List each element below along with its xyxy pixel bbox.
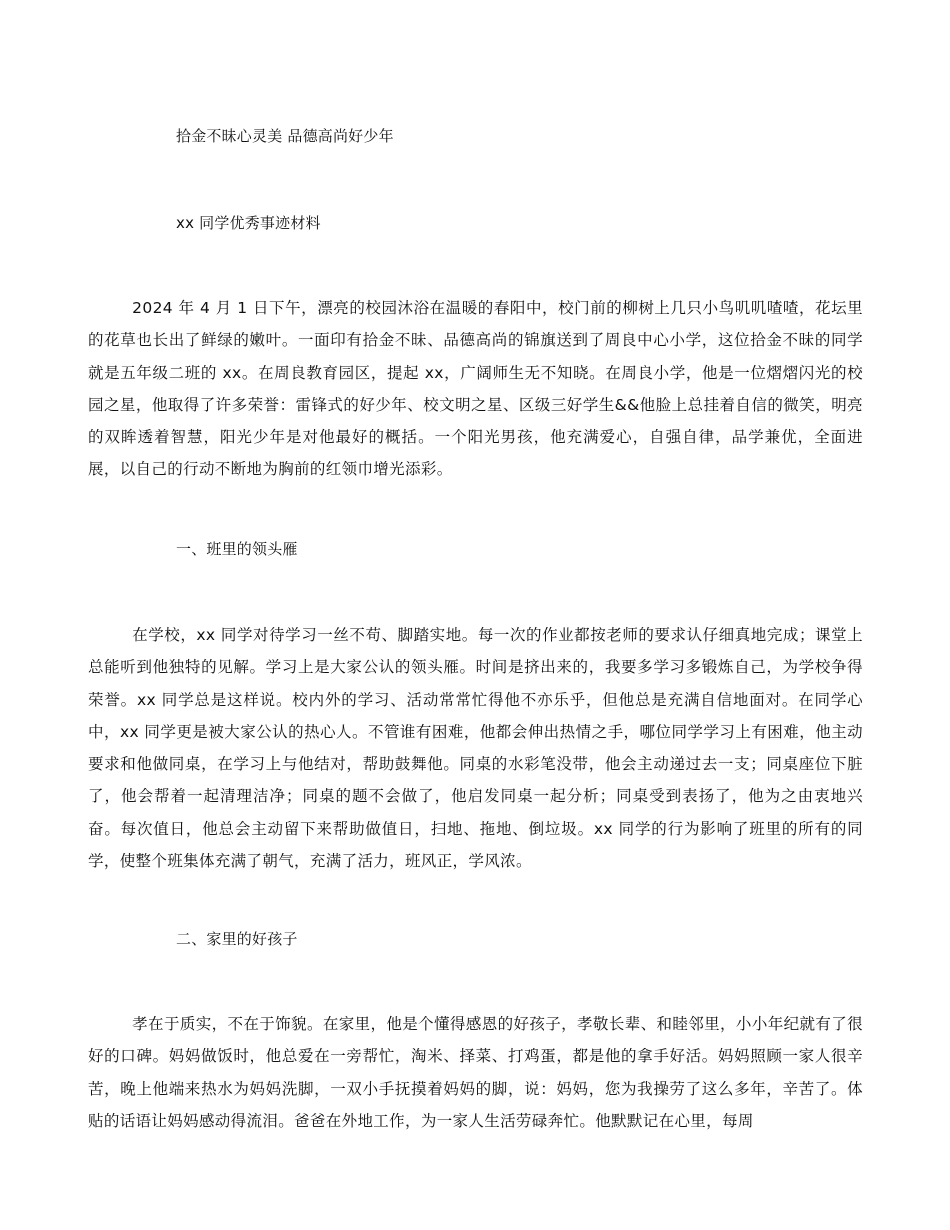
document-subtitle: xx 同学优秀事迹材料	[176, 214, 321, 232]
document-title: 拾金不昧心灵美 品德高尚好少年	[176, 127, 394, 145]
section-heading-2: 二、家里的好孩子	[176, 930, 298, 948]
section-body-2: 孝在于质实，不在于饰貌。在家里，他是个懂得感恩的好孩子，孝敬长辈、和睦邻里，小小年纪就有了很好的口碑。妈妈做饭时，他总爱在一旁帮忙，淘米、择菜、打鸡蛋，都是他的拿手好活。妈妈照顾一家人很辛苦，晚上他端来热水为妈妈洗脚，一双小手抚摸着妈妈的脚，说：妈妈，您为我操劳了这么多年，辛苦了。体贴的话语让妈妈感动得流泪。爸爸在外地工作，为一家人生活劳碌奔忙。他默默记在心里，每周	[88, 1015, 863, 1130]
section-heading-1: 一、班里的领头雁	[176, 540, 298, 558]
section-body-1: 在学校，xx 同学对待学习一丝不苟、脚踏实地。每一次的作业都按老师的要求认仔细真地完成；课堂上总能听到他独特的见解。学习上是大家公认的领头雁。时间是挤出来的，我要多学习多锻炼自己，为学校争得荣誉。xx 同学总是这样说。校内外的学习、活动常常忙得他不亦乐乎，但他总是充满自信地面对。在同学心中，xx 同学更是被大家公认的热心人。不管谁有困难，他都会伸出热情之手，哪位同学学习上有困难，他主动要求和他做同桌，在学习上与他结对，帮助鼓舞他。同桌的水彩笔没带，他会主动递过去一支；同桌座位下脏了，他会帮着一起清理洁净；同桌的题不会做了，他启发同桌一起分析；同桌受到表扬了，他为之由衷地兴奋。每次值日，他总会主动留下来帮助做值日，扫地、拖地、倒垃圾。xx 同学的行为影响了班里的所有的同学，使整个班集体充满了朝气，充满了活力，班风正，学风浓。	[88, 626, 863, 871]
intro-paragraph: 2024 年 4 月 1 日下午，漂亮的校园沐浴在温暖的春阳中，校门前的柳树上几只小鸟叽叽喳喳，花坛里的花草也长出了鲜绿的嫩叶。一面印有拾金不昧、品德高尚的锦旗送到了周良中心小学，这位拾金不昧的同学就是五年级二班的 xx。在周良教育园区，提起 xx，广阔师生无不知晓。在周良小学，他是一位熠熠闪光的校园之星，他取得了许多荣誉：雷锋式的好少年、校文明之星、区级三好学生&&他脸上总挂着自信的微笑，明亮的双眸透着智慧，阳光少年是对他最好的概括。一个阳光男孩，他充满爱心，自强自律，品学兼优，全面进展，以自己的行动不断地为胸前的红领巾增光添彩。	[88, 299, 863, 479]
